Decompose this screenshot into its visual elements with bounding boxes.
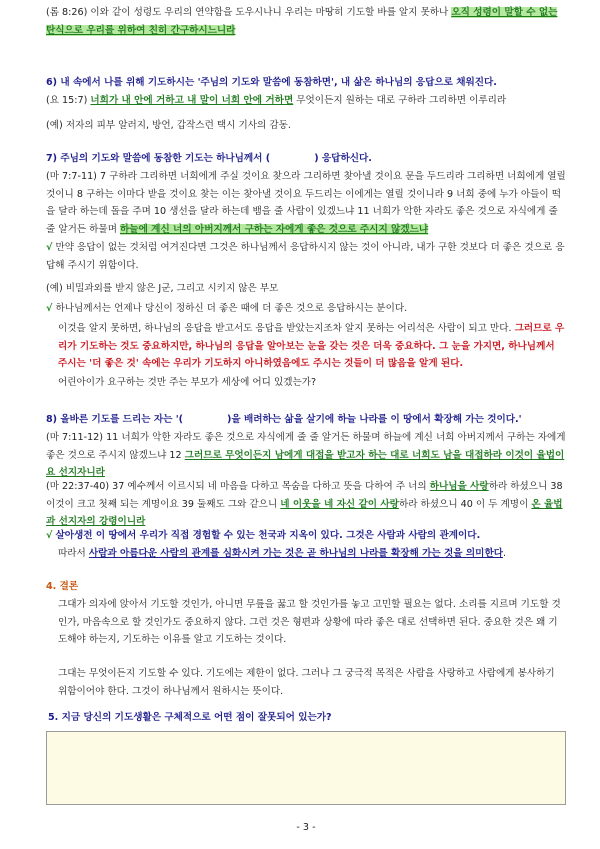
- romans-highlight: 오직 성령이 말할 수 없는 탄식으로 우리를 위하여 친히 간구하시느니라: [46, 7, 558, 36]
- section-6-heading: 6) 내 속에서 나를 위해 기도하시는 '주님의 기도와 말씀에 동참하면', 내 삶은 하나님의 응답으로 채워진다.: [46, 77, 497, 88]
- section-8-heading: 8) 올바른 기도를 드리는 자는 '( )을 배려하는 삶을 살기에 하늘 나라를 이 땅에서 확장해 가는 것이다.': [46, 414, 522, 425]
- page-number: - 3 -: [296, 822, 316, 833]
- matthew-22-verse: (마 22:37-40) 37 예수께서 이르시되 네 마음을 다하고 목숨을 다하고 뜻을 다하여 주 너의 하나님을 사랑하라 하셨으니 38 이것이 크고 첫째 되는 계명이요 39 둘째도 그와 같으니 네 이웃을 네 자신 같이 사랑하라 하셨으니 40 이 두 계명이 온 율법과 선지자의 강령이니라: [46, 481, 563, 527]
- section-4-paragraph-2: 그대는 무엇이든지 기도할 수 있다. 기도에는 제한이 없다. 그러나 그 궁극적 목적은 사람을 사랑하고 사람에게 봉사하기 위함이어야 한다. 그것이 하나님께서 원하시는 뜻이다.: [58, 668, 555, 697]
- section-8-check: √ 살아생전 이 땅에서 우리가 직접 경험할 수 있는 천국과 지옥이 있다. 그것은 사람과 사람의 관계이다.: [46, 530, 481, 541]
- section-6-example: (예) 저자의 피부 알러지, 방언, 갑작스런 택시 기사의 감동.: [46, 120, 291, 131]
- section-7-closing: 어린아이가 요구하는 것만 주는 부모가 세상에 어디 있겠는가?: [58, 377, 317, 388]
- check-icon: √: [46, 530, 53, 541]
- matthew-7-12-verse: (마 7:11-12) 11 너희가 악한 자라도 좋은 것으로 자식에게 줄 줄 알거든 하물며 하늘에 계신 너희 아버지께서 구하는 자에게 좋은 것으로 주시지 않겠느냐 12 그러므로 무엇이든지 남에게 대접을 받고자 하는 대로 너희도 남을 대접하라 이것이 율법이요 선지자니라: [46, 432, 566, 478]
- check-icon: √: [46, 242, 53, 253]
- check-icon: √: [46, 303, 53, 314]
- section-4-paragraph-1: 그대가 의자에 앉아서 기도할 것인가, 아니면 무릎을 꿇고 할 것인가를 놓고 고민할 필요는 없다. 소리를 지르며 기도할 것인가, 마음속으로 할 것인가도 중요하지 않다. 그런 것은 형편과 상황에 따라 좋은 대로 선택하면 된다. 중요한 것은 왜 기도해야 하는지, 기도하는 이유를 알고 기도하는 것이다.: [58, 599, 561, 645]
- section-7-check-1: √ 만약 응답이 없는 것처럼 여겨진다면 그것은 하나님께서 응답하시지 않는 것이 아니라, 내가 구한 것보다 더 좋은 것으로 응답해 주시기 위함이다.: [46, 242, 565, 271]
- section-7-check-2: √ 하나님께서는 언제나 당신이 정하신 더 좋은 때에 더 좋은 것으로 응답하시는 분이다.: [46, 303, 408, 314]
- section-5-heading: 5. 지금 당신의 기도생활은 구체적으로 어떤 점이 잘못되어 있는가?: [48, 712, 332, 723]
- john-verse: (요 15:7) 너희가 내 안에 거하고 내 말이 너희 안에 거하면 무엇이든지 원하는 대로 구하라 그리하면 이루리라: [46, 95, 507, 106]
- answer-box[interactable]: [46, 731, 566, 805]
- romans-verse: (롬 8:26) 이와 같이 성령도 우리의 연약함을 도우시나니 우리는 마땅히 기도할 바를 알지 못하나 오직 성령이 말할 수 없는 탄식으로 우리를 위하여 친히 간구하시느니라: [46, 7, 558, 36]
- section-7-heading: 7) 주님의 기도와 말씀에 동참한 기도는 하나님께서 ( ) 응답하신다.: [46, 153, 372, 164]
- section-8-conclusion: 따라서 사람과 아름다운 사람의 관계를 심화시켜 가는 것은 곧 하나님의 나라를 확장해 가는 것을 의미한다.: [58, 548, 507, 559]
- section-4-heading: 4. 결론: [46, 581, 79, 592]
- section-7-example: (예) 비밀과외를 받지 않은 J군, 그리고 시키지 않은 부모: [46, 283, 279, 294]
- matthew-7-verse: (마 7:7-11) 7 구하라 그리하면 너희에게 주실 것이요 찾으라 그리하면 찾아낼 것이요 문을 두드리라 그리하면 너희에게 열릴 것이니 8 구하는 이마다 받을 것이요 찾는 이는 찾아낼 것이요 두드리는 이에게는 열릴 것이니라 9 너희 중에 누가 아들이 떡을 달라 하는데 돌을 주며 10 생선을 달라 하는데 뱀을 줄 사람이 있겠느냐 11 너희가 악한 자라도 좋은 것으로 자식에게 줄 줄 알거든 하물며 하늘에 계신 너의 아버지께서 구하는 자에게 좋은 것으로 주시지 않겠느냐: [46, 171, 566, 235]
- section-7-paragraph: 이것을 알지 못하면, 하나님의 응답을 받고서도 응답을 받았는지조차 알지 못하는 어리석은 사람이 되고 만다. 그러므로 우리가 기도하는 것도 중요하지만, 하나님의 응답을 알아보는 눈을 갖는 것은 더욱 중요하다. 그 눈을 가지면, 하나님께서 주시는 '더 좋은 것' 속에는 우리가 기도하지 아니하였음에도 주시는 것들이 더 많음을 알게 된다.: [58, 323, 565, 369]
